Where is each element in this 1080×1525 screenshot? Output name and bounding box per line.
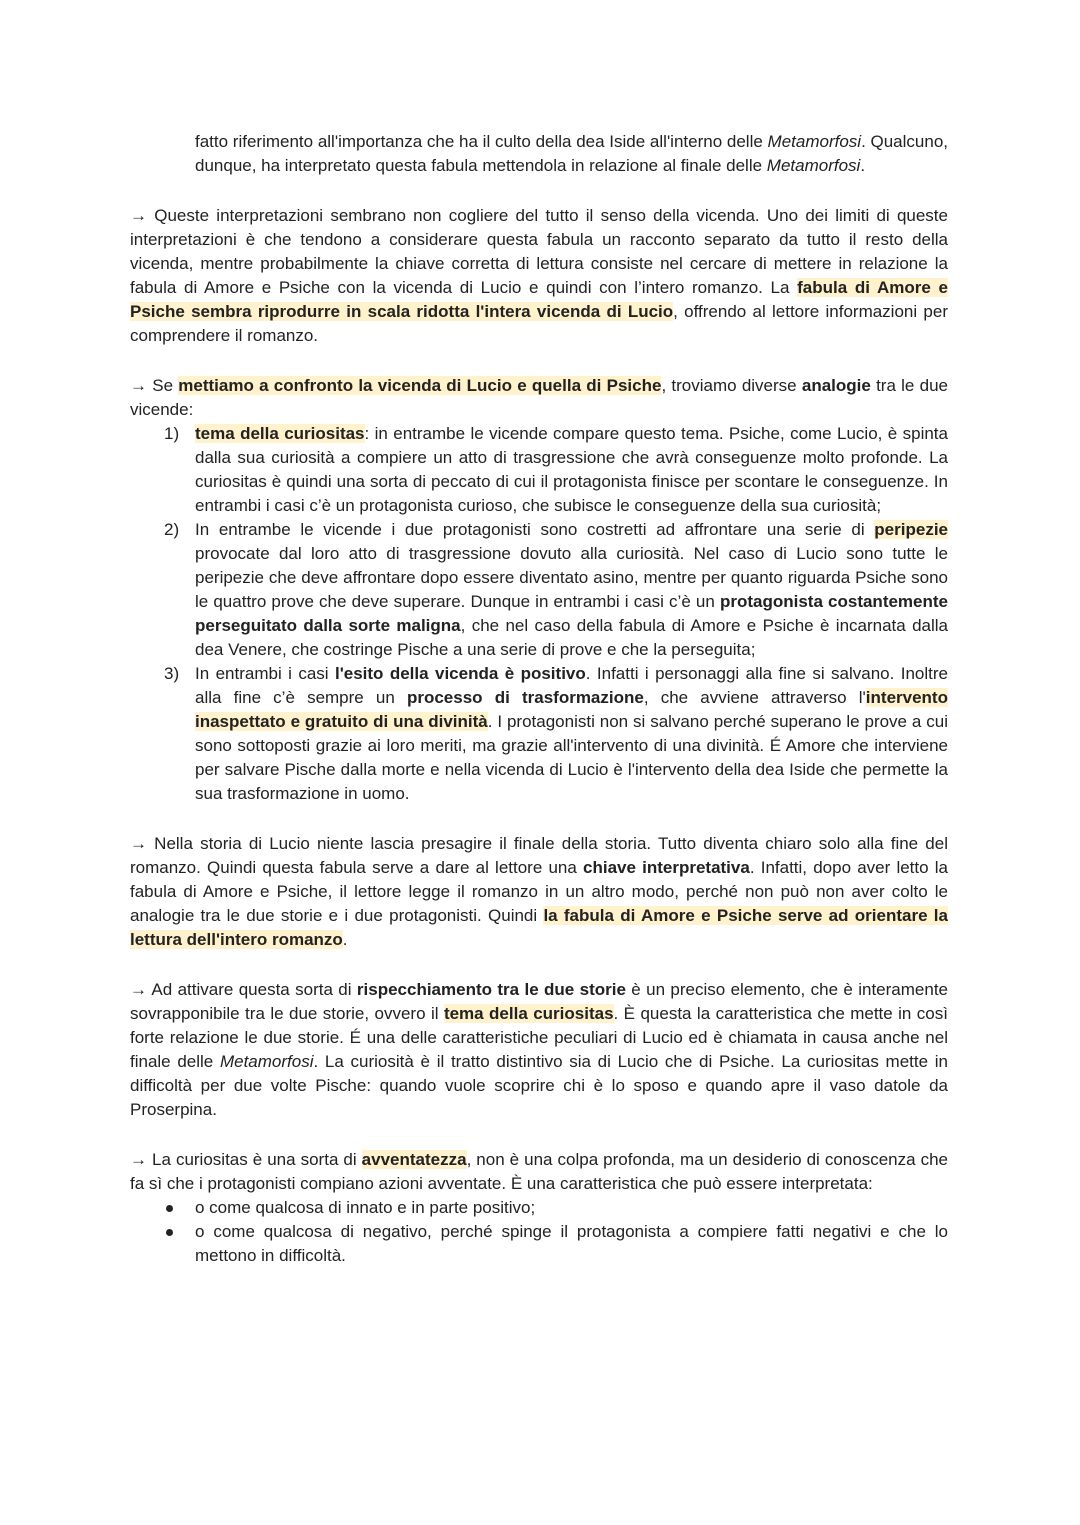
list-item: o come qualcosa di negativo, perché spinge il protagonista a compiere fatti negativi e che lo mettono in difficoltà.	[130, 1220, 948, 1268]
arrow-icon: →	[130, 206, 147, 225]
bold-term: processo di trasformazione	[406, 688, 644, 707]
arrow-icon: →	[130, 834, 147, 853]
bold-term: rispecchiamento tra le due storie	[356, 980, 626, 999]
highlight: tema della curiositas	[195, 424, 365, 443]
arrow-icon: →	[130, 376, 147, 395]
bold-term: protagonista costantemente perseguitato dalla sorte maligna	[195, 592, 949, 635]
bullet-icon	[166, 1229, 173, 1236]
list-number: 2)	[164, 520, 180, 539]
paragraph-interpretazioni: → Queste interpretazioni sembrano non cogliere del tutto il senso della vicenda. Uno dei limiti di queste interpretazioni è che tendono a considerare questa fabula un racconto separato da tutto il resto della vicenda, mentre probabilmente la chiave corretta di lettura consiste nel cercare di mettere in relazione la fabula di Amore e Psiche con la vicenda di Lucio e quindi con l’intero romanzo. La fabula di Amore e Psiche sembra riprodurre in scala ridotta l'intera vicenda di Lucio, offrendo al lettore informazioni per comprendere il romanzo.	[130, 206, 948, 345]
highlight: la fabula di Amore e Psiche serve ad orientare la lettura dell'intero romanzo	[130, 906, 948, 949]
highlight: peripezie	[874, 520, 948, 539]
list-item: o come qualcosa di innato e in parte positivo;	[130, 1196, 948, 1220]
bold-term: analogie	[801, 376, 871, 395]
highlight: intervento inaspettato e gratuito di una divinità	[195, 688, 948, 731]
paragraph-chiave: → Nella storia di Lucio niente lascia presagire il finale della storia. Tutto diventa chiaro solo alla fine del romanzo. Quindi questa fabula serve a dare al lettore una chiave interpretativa. Infatti, dopo aver letto la fabula di Amore e Psiche, il lettore legge il romanzo in un altro modo, perché non può non aver colto le analogie tra le due storie e i due protagonisti. Quindi la fabula di Amore e Psiche serve ad orientare la lettura dell'intero romanzo.	[130, 834, 948, 949]
paragraph-rispecchiamento: → Ad attivare questa sorta di rispecchiamento tra le due storie è un preciso elemento, che è interamente sovrapponibile tra le due storie, ovvero il tema della curiositas. È questa la caratteristica che mette in così forte relazione le due storie. É una delle caratteristiche peculiari di Lucio ed è chiamata in causa anche nel finale delle Metamorfosi. La curiosità è il tratto distintivo sia di Lucio che di Psiche. La curiositas mette in difficoltà per due volte Pische: quando vuole scoprire chi è lo sposo e quando apre il vaso datole da Proserpina.	[130, 980, 949, 1119]
document-page	[130, 130, 948, 1268]
bold-term: chiave interpretativa	[583, 858, 750, 877]
highlight: avventatezza	[361, 1150, 467, 1169]
list-item: 3) In entrambi i casi l'esito della vicenda è positivo. Infatti i personaggi alla fine si salvano. Inoltre alla fine c’è sempre un processo di trasformazione, che avviene attraverso l'intervento inaspettato e gratuito di una divinità. I protagonisti non si salvano perché superano le prove a cui sono sottoposti grazie ai loro meriti, ma grazie all'intervento di una divinità. É Amore che interviene per salvare Pische dalla morte e nella vicenda di Lucio è l'intervento della dea Iside che permette la sua trasformazione in uomo.	[164, 664, 948, 803]
list-number: 3)	[164, 664, 180, 683]
paragraph-iside: fatto riferimento all'importanza che ha il culto della dea Iside all'interno delle Metamorfosi. Qualcuno, dunque, ha interpretato questa fabula mettendola in relazione al finale delle Metamorfosi.	[195, 132, 949, 175]
bullet-icon	[166, 1205, 173, 1212]
italic-title: Metamorfosi	[766, 156, 861, 175]
highlight: fabula di Amore e Psiche sembra riprodurre in scala ridotta l'intera vicenda di Lucio	[130, 278, 948, 321]
italic-title: Metamorfosi	[219, 1052, 314, 1071]
bold-term: l'esito della vicenda è positivo	[334, 664, 586, 683]
highlight: tema della curiositas	[443, 1004, 614, 1023]
interpretazioni-list	[130, 1196, 948, 1268]
highlight: mettiamo a confronto la vicenda di Lucio e quella di Psiche	[178, 376, 662, 395]
arrow-icon: →	[130, 980, 147, 999]
arrow-icon: →	[130, 1150, 147, 1169]
list-item: 1) tema della curiositas: in entrambe le vicende compare questo tema. Psiche, come Lucio, è spinta dalla sua curiosità a compiere un atto di trasgressione che avrà conseguenze molto profonde. La curiositas è quindi una sorta di peccato di cui il protagonista finisce per scontare le conseguenze. In entrambi i casi c’è un protagonista curioso, che subisce le conseguenze della sua curiosità;	[164, 424, 948, 515]
list-item: 2) In entrambe le vicende i due protagonisti sono costretti ad affrontare una serie di peripezie provocate dal loro atto di trasgressione dovuto alla curiosità. Nel caso di Lucio sono tutte le peripezie che deve affrontare dopo essere diventato asino, mentre per quanto riguarda Psiche sono le quattro prove che deve superare. Dunque in entrambi i casi c’è un protagonista costantemente perseguitato dalla sorte maligna, che nel caso della fabula di Amore e Psiche è incarnata dalla dea Venere, che costringe Pische a una serie di prove e che la perseguita;	[164, 520, 949, 659]
italic-title: Metamorfosi	[767, 132, 862, 151]
analogie-list	[130, 422, 948, 806]
list-number: 1)	[164, 424, 180, 443]
paragraph-confronto: → Se mettiamo a confronto la vicenda di Lucio e quella di Psiche, troviamo diverse analogie tra le due vicende:	[130, 376, 948, 419]
paragraph-avventatezza: → La curiositas è una sorta di avventatezza, non è una colpa profonda, ma un desiderio di conoscenza che fa sì che i protagonisti compiano azioni avventate. È una caratteristica che può essere interpretata:	[130, 1150, 948, 1193]
